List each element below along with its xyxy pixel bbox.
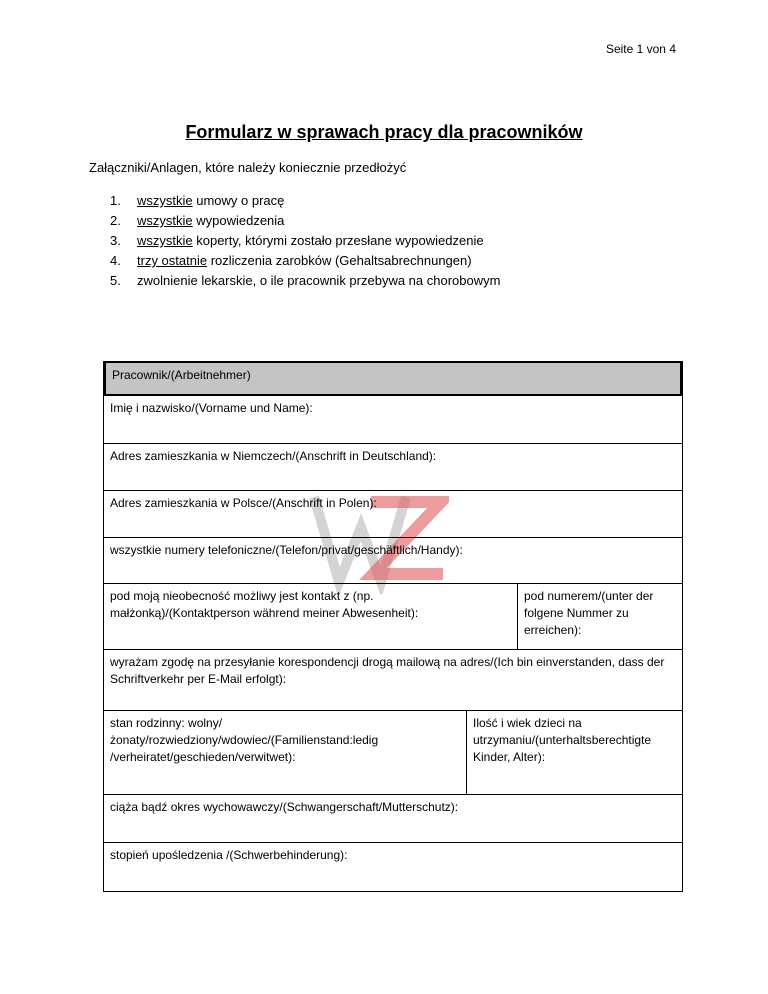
attachment-item: 4. trzy ostatnie rozliczenia zarobków (Gehaltsabrechnungen) (110, 253, 472, 268)
page-number: Seite 1 von 4 (605, 42, 676, 56)
disability-label: stopień upośledzenia /(Schwerbehinderung): (110, 848, 348, 862)
form-header-label: Pracownik/(Arbeitnehmer) (112, 368, 251, 382)
form-header (104, 361, 682, 396)
contact-number-field[interactable] (518, 584, 682, 649)
address-germany-label: Adres zamieszkania w Niemczech/(Anschrift in Deutschland): (110, 449, 437, 463)
disability-field[interactable] (104, 843, 682, 891)
children-field[interactable] (467, 711, 682, 794)
phone-numbers-field[interactable] (104, 538, 682, 584)
contact-person-label: pod moją nieobecność możliwy jest kontakt z (np. małżonką)/(Kontaktperson während meiner Abwesenheit): (110, 589, 419, 620)
document-title: Formularz w sprawach pracy dla pracowników (185, 122, 583, 142)
attachment-item: 1. wszystkie umowy o pracę (110, 193, 285, 208)
contact-number-label: pod numerem/(unter der folgene Nummer zu erreichen): (524, 589, 654, 637)
name-field[interactable] (104, 396, 682, 444)
marital-status-label: stan rodzinny: wolny/żonaty/rozwiedziony/wdowiec/(Familienstand:ledig /verheiratet/geschieden/verwitwet): (110, 716, 379, 764)
contact-person-field[interactable] (104, 584, 518, 649)
address-germany-field[interactable] (104, 444, 682, 491)
attachment-item: 2. wszystkie wypowiedzenia (110, 213, 285, 228)
children-label: Ilość i wiek dzieci na utrzymaniu/(unterhaltsberechtigte Kinder, Alter): (473, 716, 652, 764)
name-field-label: Imię i nazwisko/(Vorname und Name): (110, 401, 313, 415)
attachment-item: 5. zwolnienie lekarskie, o ile pracownik przebywa na chorobowym (110, 273, 501, 288)
contact-person-row (104, 584, 682, 650)
attachments-intro: Załączniki/Anlagen, które należy koniecznie przedłożyć (89, 160, 407, 175)
email-consent-label: wyrażam zgodę na przesyłanie korespondencji drogą mailową na adres/(Ich bin einverstanden, dass der Schriftverkehr per E-Mail erfolgt): (110, 655, 665, 686)
address-poland-field[interactable] (104, 491, 682, 538)
employee-form (103, 361, 683, 892)
marital-children-row (104, 711, 682, 795)
address-poland-label: Adres zamieszkania w Polsce/(Anschrift in Polen): (110, 496, 377, 510)
attachments-list (110, 191, 500, 291)
email-consent-field[interactable] (104, 650, 682, 711)
marital-status-field[interactable] (104, 711, 467, 794)
pregnancy-field[interactable] (104, 795, 682, 843)
phone-numbers-label: wszystkie numery telefoniczne/(Telefon/privat/geschäftlich/Handy): (110, 543, 463, 557)
attachment-item: 3. wszystkie koperty, którymi zostało przesłane wypowiedzenie (110, 233, 484, 248)
pregnancy-label: ciąża bądź okres wychowawczy/(Schwangerschaft/Mutterschutz): (110, 800, 459, 814)
